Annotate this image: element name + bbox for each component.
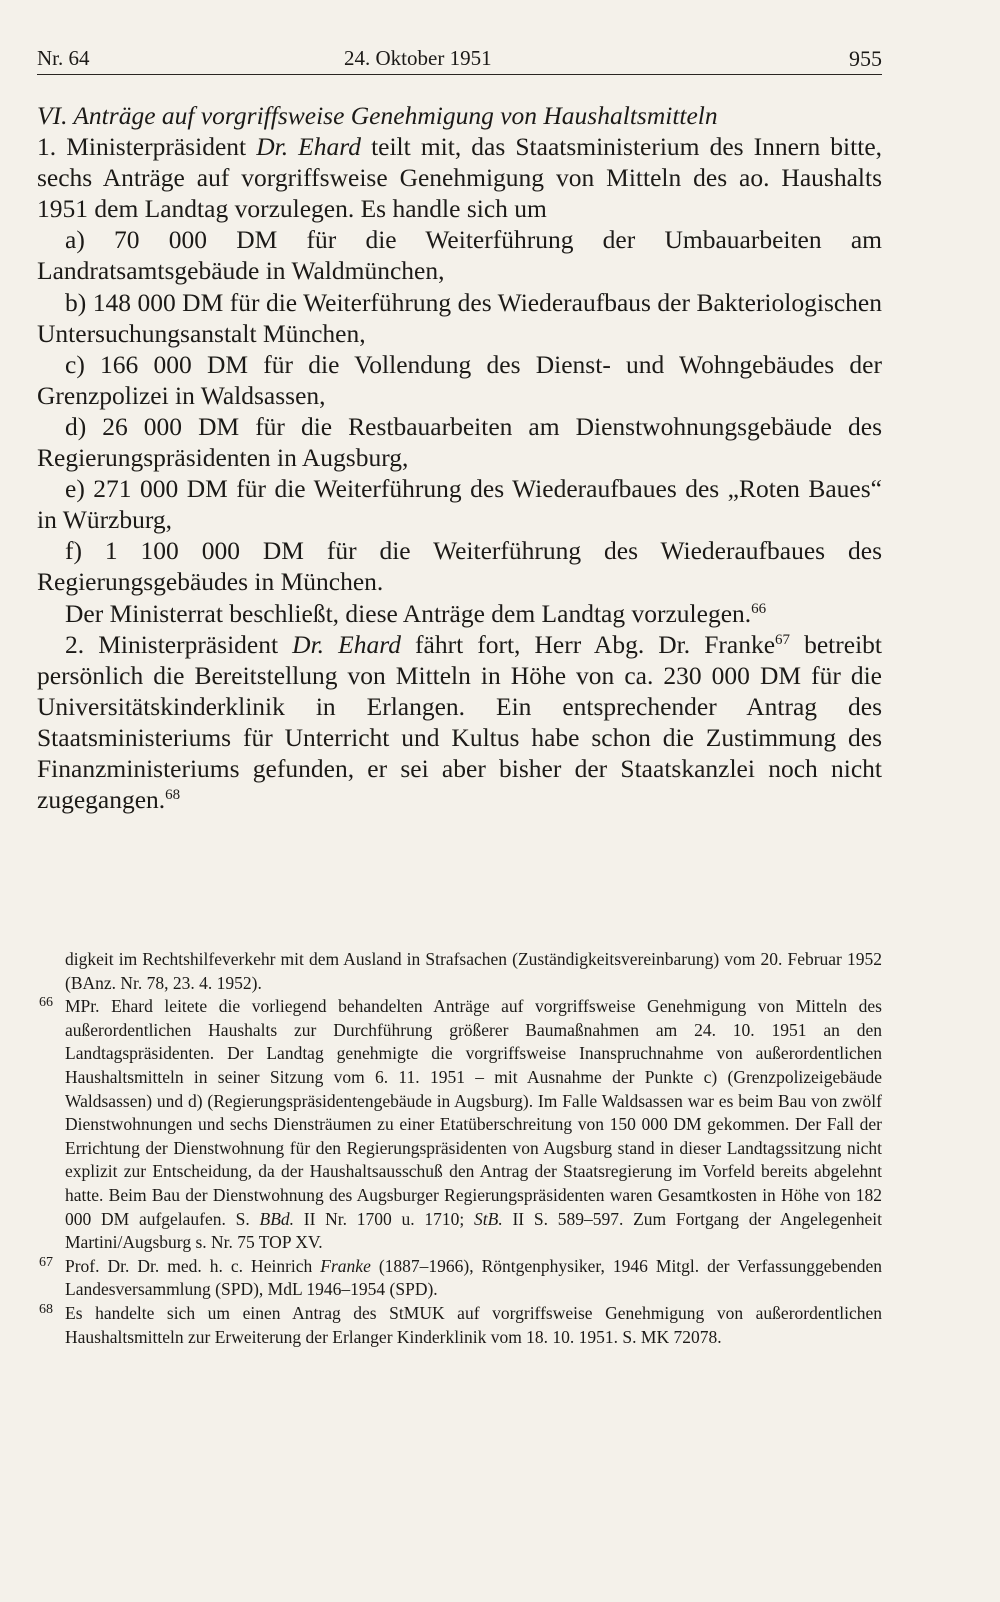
paragraph-2-text-b: betreibt persönlich die Bereitstellung von Mitteln in Höhe von ca. 230 000 DM für die Universitätskinderklinik in Erlangen. Ein entsprechender Antrag des Staatsministeriums für Unterricht und Kultus habe schon die Zustimmung des Finanzministeriums gefunden, er sei aber bisher der Staatskanzlei noch nicht zugegangen. [37, 629, 882, 815]
paragraph-2 [37, 629, 882, 816]
paragraph-2-text-a: fährt fort, Herr Abg. Dr. Franke [400, 629, 776, 659]
footnote-68-text: Es handelte sich um einen Antrag des StMUK auf vorgriffsweise Genehmigung von außerordentlichen Haushaltsmitteln zur Erweiterung der Erlanger Kinderklinik vom 18. 10. 1951. S. MK 72078. [65, 1302, 882, 1347]
list-item-a: a) 70 000 DM für die Weiterführung der Umbauarbeiten am Landratsamtsgebäude in Waldmünchen, [37, 225, 882, 286]
footnote-number: 66 [39, 995, 53, 1011]
footnote-67 [37, 1255, 882, 1302]
footnote-66-text-c: II S. 589–597. Zum Fortgang der Angelegenheit Martini/Augsburg s. Nr. 75 TOP XV. [65, 1208, 882, 1253]
title-dr-2: Dr. [292, 629, 325, 659]
decision-paragraph [37, 598, 882, 629]
page-header [37, 38, 882, 75]
footnotes [37, 948, 882, 1349]
footnote-ref-67: 67 [775, 631, 791, 648]
decision-text: Der Ministerrat beschließt, diese Anträge dem Landtag vorzulegen. [65, 598, 752, 628]
name-ehard-2: Ehard [338, 629, 401, 659]
footnote-number: 67 [39, 1254, 53, 1270]
source-bbd: BBd. [259, 1208, 295, 1229]
footnote-number: 68 [39, 1301, 53, 1317]
main-text [37, 100, 882, 815]
footnote-ref-68: 68 [165, 787, 181, 804]
list-item-e: e) 271 000 DM für die Weiterführung des Wiederaufbaues des „Roten Baues“ in Würzburg, [37, 474, 882, 535]
list-item-f: f) 1 100 000 DM für die Weiterführung des Wiederaufbaues des Regierungsgebäudes in München. [37, 536, 882, 597]
paragraph-1-text: teilt mit, das Staatsministerium des Innern bitte, sechs Anträge auf vorgriffsweise Genehmigung von Mitteln des ao. Haushalts 1951 dem Landtag vorzulegen. Es handle sich um [37, 132, 883, 224]
footnote-67-text-a: Prof. Dr. Dr. med. h. c. Heinrich [65, 1255, 321, 1276]
paragraph-1-prefix: 1. Ministerpräsident [37, 132, 257, 162]
name-ehard: Ehard [298, 132, 361, 162]
section-heading: VI. Anträge auf vorgriffsweise Genehmigung von Haushaltsmitteln [37, 101, 718, 130]
footnote-ref-66: 66 [751, 600, 767, 617]
source-stb: StB. [474, 1208, 503, 1229]
footnote-68 [37, 1302, 882, 1349]
list-item-c: c) 166 000 DM für die Vollendung des Dienst- und Wohngebäudes der Grenzpolizei in Waldsassen, [37, 349, 882, 410]
page-number: 955 [849, 46, 882, 71]
name-franke: Franke [320, 1255, 371, 1276]
session-date: 24. Oktober 1951 [344, 46, 492, 70]
footnote-66-text-a: MPr. Ehard leitete die vorliegend behandelten Anträge auf vorgriffsweise Genehmigung von Mitteln des außerordentlichen Haushalts zur Durchführung größerer Baumaßnahmen am 24. 10. 1951 an den Landtagspräsidenten. Der Landtag genehmigte die vorgriffsweise Inanspruchnahme von außerordentlichen Haushaltsmitteln in seiner Sitzung vom 6. 11. 1951 – mit Ausnahme der Punkte c) (Grenzpolizeigebäude Waldsassen) und d) (Regierungspräsidentengebäude in Augsburg). Im Falle Waldsassen war es beim Bau von zwölf Dienstwohnungen und sechs Diensträumen zu einer Etatüberschreitung von 150 000 DM gekommen. Der Fall der Errichtung der Dienstwohnung für den Regierungspräsidenten von Augsburg stand in dieser Landtagssitzung nicht explizit zur Entscheidung, da der Haushaltsausschuß den Antrag der Staatsregierung im Vorfeld bereits abgelehnt hatte. Beim Bau der Dienstwohnung des Augsburger Regierungspräsidenten waren Gesamtkosten in Höhe von 182 000 DM aufgelaufen. S. [65, 996, 882, 1229]
list-item-d: d) 26 000 DM für die Restbauarbeiten am Dienstwohnungsgebäude des Regierungspräsidenten in Augsburg, [37, 411, 882, 473]
footnote-continuation: digkeit im Rechtshilfeverkehr mit dem Ausland in Strafsachen (Zuständigkeitsvereinbarung) vom 20. Februar 1952 (BAnz. Nr. 78, 23. 4. 1952). [65, 949, 882, 993]
protocol-number: Nr. 64 [37, 46, 90, 70]
list-item-b: b) 148 000 DM für die Weiterführung des Wiederaufbaus der Bakteriologischen Untersuchungsanstalt München, [37, 287, 882, 348]
paragraph-2-prefix: 2. Ministerpräsident [65, 629, 293, 659]
paragraph-1 [37, 131, 882, 224]
footnote-66-text-b: II Nr. 1700 u. 1710; [294, 1208, 475, 1229]
footnote-66 [37, 995, 882, 1255]
title-dr: Dr. [256, 132, 289, 162]
footnote-67-text-b: (1887–1966), Röntgenphysiker, 1946 Mitgl. der Verfassunggebenden Landesversammlung (SPD), MdL 1946–1954 (SPD). [65, 1255, 883, 1300]
